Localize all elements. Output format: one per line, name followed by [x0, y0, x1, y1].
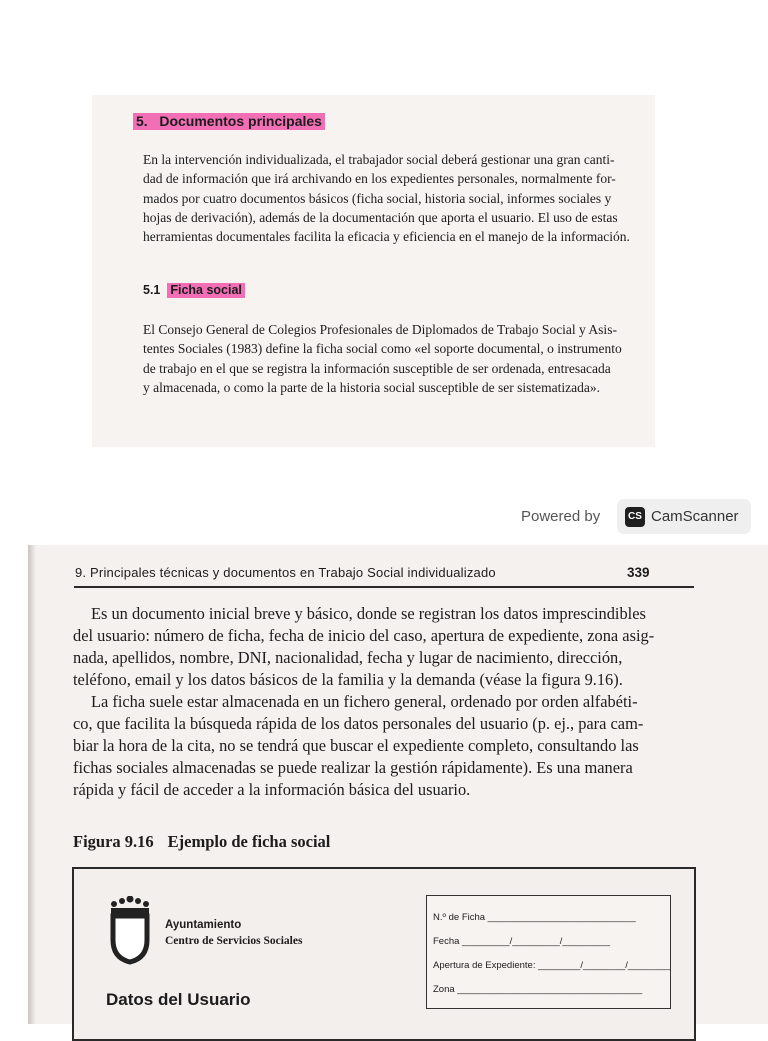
coat-of-arms-icon [105, 896, 155, 966]
section-heading [133, 113, 325, 129]
body-paragraph-1 [73, 603, 693, 691]
camscanner-logo-icon: CS [625, 507, 645, 527]
figure-caption [73, 832, 330, 852]
text-line: de trabajo en el que se registra la información susceptible de ser ordenada, entresacada [143, 360, 611, 376]
section-paragraph [143, 150, 631, 246]
text-line: biar la hora de la cita, no se tendrá que buscar el expediente completo, consultando las [73, 736, 639, 756]
text-line: herramientas documentales facilita la eficacia y eficiencia en el manejo de la información. [143, 229, 630, 245]
camscanner-badge [617, 499, 751, 534]
text-line: La ficha suele estar almacenada en un fichero general, ordenado por orden alfabéti- [91, 692, 638, 711]
field-fecha: Fecha _________/_________/_________ [433, 936, 610, 947]
subsection-number: 5.1 [143, 283, 161, 297]
subsection-heading [143, 283, 245, 297]
text-line: mados por cuatro documentos básicos (ficha social, historia social, informes sociales y [143, 190, 612, 206]
text-line: dad de información que irá archivando en los expedientes personales, normalmente for- [143, 171, 616, 187]
text-line: rápida y fácil de acceder a la información básica del usuario. [73, 780, 471, 800]
text-line: y almacenada, o como la parte de la historia social susceptible de ser sistematizada». [143, 379, 600, 395]
page-number: 339 [627, 565, 650, 580]
field-apertura-expediente: Apertura de Expediente: ________/________/________ [433, 960, 671, 971]
section-number: 5. [136, 113, 148, 129]
heading-highlight [133, 113, 325, 130]
form-section-title: Datos del Usuario [106, 990, 251, 1009]
header-rule [74, 586, 694, 588]
text-line: Es un documento inicial breve y básico, donde se registran los datos imprescindibles [91, 604, 646, 623]
text-line: fichas sociales almacenadas se puede realizar la gestión rápidamente). Es una manera [73, 758, 633, 778]
figure-title: Ejemplo de ficha social [167, 832, 331, 851]
text-line: co, que facilita la búsqueda rápida de los datos personales del usuario (p. ej., para cam- [73, 714, 644, 734]
body-paragraph-2 [73, 691, 693, 801]
text-line: En la intervención individualizada, el trabajador social deberá gestionar una gran canti- [143, 152, 615, 167]
org-unit: Centro de Servicios Sociales [165, 935, 303, 947]
running-head: 9. Principales técnicas y documentos en Trabajo Social individualizado [75, 565, 496, 580]
text-line: teléfono, email y los datos básicos de la familia y la demanda (véase la figura 9.16). [73, 670, 623, 690]
text-line: tentes Sociales (1983) define la ficha social como «el soporte documental, o instrumento [143, 341, 622, 357]
field-ficha-number: N.º de Ficha ____________________________ [433, 912, 636, 923]
figure-label: Figura 9.16 [73, 832, 154, 851]
camscanner-brand: CamScanner [651, 508, 739, 525]
text-line: El Consejo General de Colegios Profesionales de Diplomados de Trabajo Social y Asis- [143, 322, 617, 337]
powered-by-label: Powered by [521, 508, 601, 525]
text-line: del usuario: número de ficha, fecha de inicio del caso, apertura de expediente, zona asig- [73, 626, 655, 646]
field-zona: Zona ___________________________________ [433, 984, 643, 995]
subsection-title: Ficha social [167, 283, 245, 298]
text-line: hojas de derivación), además de la documentación que aporta el usuario. El uso de estas [143, 209, 618, 225]
section-title: Documentos principales [159, 113, 322, 129]
text-line: nada, apellidos, nombre, DNI, nacionalidad, fecha y lugar de nacimiento, dirección, [73, 648, 623, 668]
page-binding-shadow [28, 545, 36, 1024]
org-name: Ayuntamiento [165, 919, 242, 931]
subsection-paragraph [143, 320, 631, 397]
